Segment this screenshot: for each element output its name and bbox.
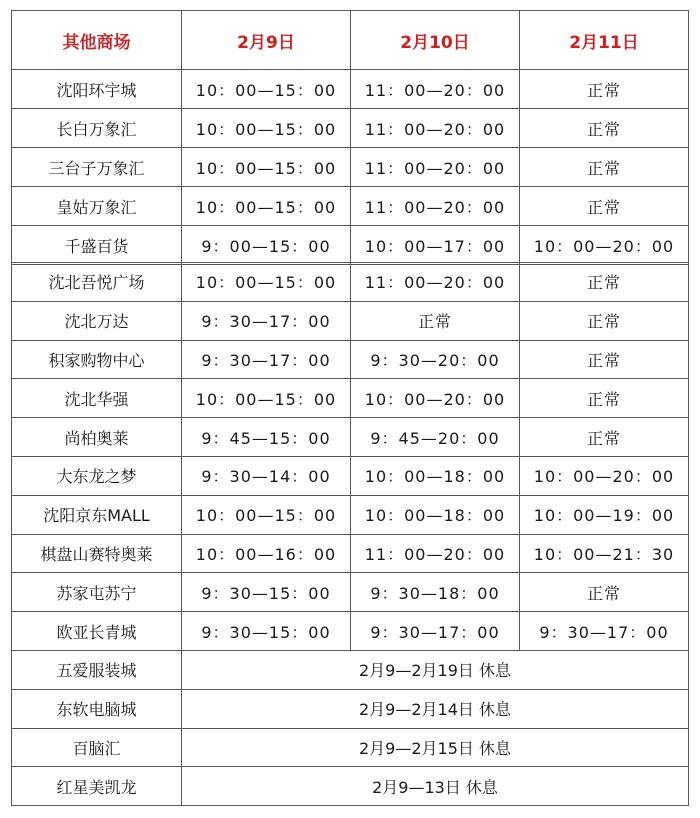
table-row — [12, 226, 689, 265]
mall-hours-table-bottom — [11, 262, 689, 806]
mall-name: 沈北吾悦广场 — [12, 263, 182, 302]
mall-name: 皇姑万象汇 — [12, 187, 182, 226]
table-row — [12, 650, 689, 689]
hours-feb9: 10：00—15：00 — [182, 148, 351, 187]
table-row — [12, 573, 689, 612]
hours-feb10: 11：00—20：00 — [351, 187, 520, 226]
hours-feb11: 正常 — [520, 187, 689, 226]
closure-note: 2月9—2月14日 休息 — [182, 689, 689, 728]
hours-feb10: 11：00—20：00 — [351, 109, 520, 148]
hours-feb10: 11：00—20：00 — [351, 534, 520, 573]
closure-note: 2月9—2月19日 休息 — [182, 650, 689, 689]
hours-feb9: 9：30—14：00 — [182, 456, 351, 495]
hours-feb11: 正常 — [520, 379, 689, 418]
hours-feb10: 10：00—18：00 — [351, 456, 520, 495]
hours-feb11: 正常 — [520, 109, 689, 148]
closure-note: 2月9—2月15日 休息 — [182, 728, 689, 767]
hours-feb11: 9：30—17：00 — [520, 612, 689, 651]
hours-feb11: 正常 — [520, 70, 689, 109]
mall-name: 尚柏奥莱 — [12, 418, 182, 457]
mall-name: 沈北万达 — [12, 301, 182, 340]
table-header-row — [12, 11, 689, 70]
table-row — [12, 456, 689, 495]
table-row — [12, 187, 689, 226]
table-row — [12, 418, 689, 457]
hours-feb10: 9：30—18：00 — [351, 573, 520, 612]
table-row — [12, 767, 689, 806]
hours-feb10: 正常 — [351, 301, 520, 340]
hours-feb11: 正常 — [520, 573, 689, 612]
hours-feb10: 10：00—20：00 — [351, 379, 520, 418]
hours-feb9: 9：00—15：00 — [182, 226, 351, 265]
hours-feb9: 10：00—15：00 — [182, 263, 351, 302]
mall-hours-table-top — [11, 10, 689, 265]
hours-feb10: 11：00—20：00 — [351, 70, 520, 109]
hours-feb10: 11：00—20：00 — [351, 148, 520, 187]
mall-name: 棋盘山赛特奥莱 — [12, 534, 182, 573]
mall-name: 千盛百货 — [12, 226, 182, 265]
mall-name: 沈北华强 — [12, 379, 182, 418]
hours-feb11: 正常 — [520, 148, 689, 187]
hours-feb11: 正常 — [520, 301, 689, 340]
hours-feb9: 10：00—15：00 — [182, 109, 351, 148]
header-feb9: 2月9日 — [182, 11, 351, 70]
hours-feb11: 正常 — [520, 340, 689, 379]
header-feb10: 2月10日 — [351, 11, 520, 70]
mall-name: 大东龙之梦 — [12, 456, 182, 495]
hours-feb9: 9：30—15：00 — [182, 612, 351, 651]
hours-feb9: 9：45—15：00 — [182, 418, 351, 457]
hours-feb11: 10：00—20：00 — [520, 456, 689, 495]
hours-feb10: 10：00—18：00 — [351, 495, 520, 534]
mall-name: 苏家屯苏宁 — [12, 573, 182, 612]
hours-feb10: 10：00—17：00 — [351, 226, 520, 265]
hours-feb9: 10：00—15：00 — [182, 379, 351, 418]
hours-feb9: 10：00—16：00 — [182, 534, 351, 573]
table-row — [12, 689, 689, 728]
table-row — [12, 495, 689, 534]
table-row — [12, 148, 689, 187]
table-row — [12, 534, 689, 573]
closure-note: 2月9—13日 休息 — [182, 767, 689, 806]
mall-name: 百脑汇 — [12, 728, 182, 767]
hours-feb10: 9：45—20：00 — [351, 418, 520, 457]
hours-feb9: 9：30—17：00 — [182, 340, 351, 379]
hours-feb11: 正常 — [520, 418, 689, 457]
hours-feb9: 9：30—15：00 — [182, 573, 351, 612]
mall-name: 三台子万象汇 — [12, 148, 182, 187]
hours-feb10: 9：30—17：00 — [351, 612, 520, 651]
mall-name: 长白万象汇 — [12, 109, 182, 148]
hours-feb9: 10：00—15：00 — [182, 70, 351, 109]
hours-feb10: 11：00—20：00 — [351, 263, 520, 302]
hours-feb10: 9：30—20：00 — [351, 340, 520, 379]
hours-feb11: 10：00—20：00 — [520, 226, 689, 265]
table-row — [12, 70, 689, 109]
table-row — [12, 612, 689, 651]
mall-name: 沈阳京东MALL — [12, 495, 182, 534]
mall-name: 五爱服装城 — [12, 650, 182, 689]
mall-name: 欧亚长青城 — [12, 612, 182, 651]
hours-feb9: 9：30—17：00 — [182, 301, 351, 340]
mall-name: 东软电脑城 — [12, 689, 182, 728]
header-feb11: 2月11日 — [520, 11, 689, 70]
hours-feb11: 10：00—21：30 — [520, 534, 689, 573]
table-row — [12, 263, 689, 302]
mall-name: 积家购物中心 — [12, 340, 182, 379]
hours-feb11: 正常 — [520, 263, 689, 302]
table-row — [12, 728, 689, 767]
table-row — [12, 340, 689, 379]
header-mall: 其他商场 — [12, 11, 182, 70]
hours-feb9: 10：00—15：00 — [182, 187, 351, 226]
hours-feb11: 10：00—19：00 — [520, 495, 689, 534]
table-row — [12, 301, 689, 340]
mall-name: 红星美凯龙 — [12, 767, 182, 806]
table-row — [12, 109, 689, 148]
hours-feb9: 10：00—15：00 — [182, 495, 351, 534]
table-row — [12, 379, 689, 418]
mall-name: 沈阳环宇城 — [12, 70, 182, 109]
